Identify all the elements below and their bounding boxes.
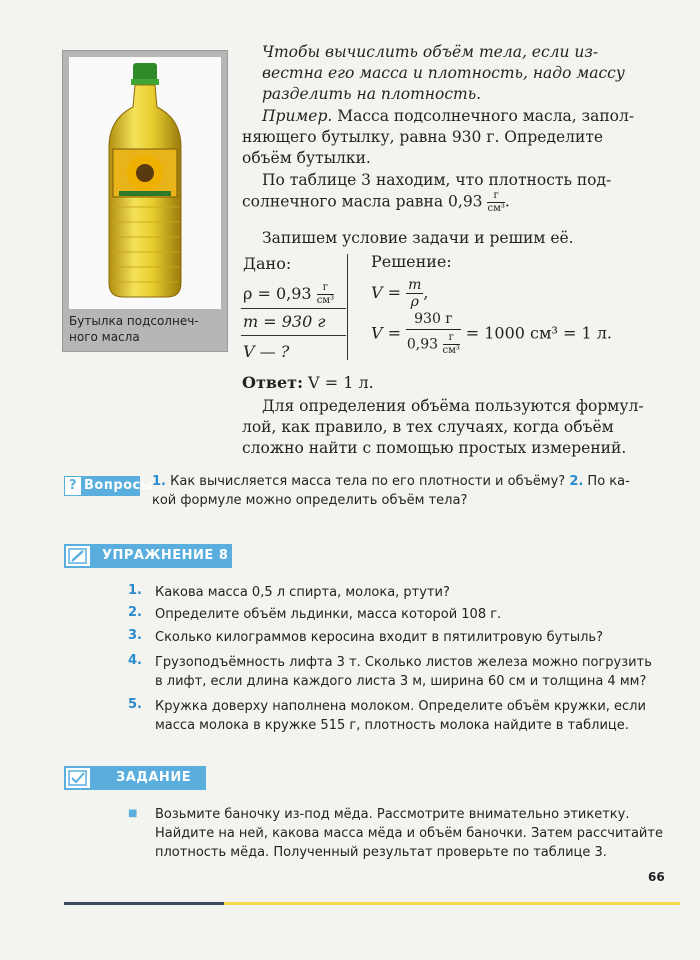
question-number: 1. [152, 474, 166, 489]
example-line: Масса подсолнечного масла, запол- [332, 107, 635, 125]
exercise-item-line: в лифт, если длина каждого листа 3 м, ширина 60 см и толщина 4 мм? [155, 674, 647, 689]
task-line: плотность мёда. Полученный результат проверьте по таблице 3. [155, 845, 607, 860]
task-text [155, 805, 685, 862]
exercise-number: 1. [128, 583, 142, 598]
questions-text [152, 472, 682, 510]
exercise-item-line: Кружка доверху наполнена молоком. Определите объём кружки, если [155, 699, 646, 714]
exercise-item-line: Грузоподъёмность лифта 3 т. Сколько листов железа можно погрузить [155, 655, 652, 670]
calc-den-unit-den: см³ [442, 345, 460, 356]
given-divider [241, 308, 346, 309]
exercise-number: 2. [128, 605, 142, 620]
formula-comma: , [423, 283, 429, 302]
given-title: Дано: [243, 254, 292, 273]
task-line: Возьмите баночку из-под мёда. Рассмотрите внимательно этикетку. [155, 807, 630, 822]
calc-den-unit-num: г [443, 333, 460, 345]
calc-num: 930 г [406, 312, 461, 330]
conclusion-line: сложно найти с помощью простых измерений. [242, 439, 627, 457]
example-line: объём бутылки. [242, 149, 371, 167]
pencil-icon [66, 546, 90, 566]
footer-bar-dark [64, 902, 224, 905]
photo-caption-line: Бутылка подсолнеч- [69, 314, 199, 328]
solution-title: Решение: [371, 252, 452, 271]
exercise-number: 3. [128, 628, 142, 643]
answer-label: Ответ: [242, 373, 303, 392]
exercise-tag-label: УПРАЖНЕНИЕ 8 [102, 548, 229, 563]
given-find: V — ? [243, 342, 290, 361]
given-mass: m = 930 г [243, 312, 326, 331]
exercise-item-line: масса молока в кружке 515 г, плотность молока найдите в таблице. [155, 718, 629, 733]
table-reference-paragraph [242, 170, 682, 214]
calc-fraction [406, 312, 461, 356]
calc-den [406, 330, 461, 356]
page-number: 66 [648, 870, 665, 884]
exercise-item-line: Сколько килограммов керосина входит в пятилитровую бутыль? [155, 630, 603, 645]
period: . [504, 192, 510, 211]
photo-frame [62, 50, 228, 352]
formula-num: m [408, 277, 422, 293]
calc-den-unit [443, 333, 460, 356]
given-density-value: ρ = 0,93 [243, 284, 312, 303]
sunflower-oil-bottle-image [69, 57, 221, 309]
exercise-number: 5. [128, 697, 142, 712]
rule-line: вестна его масса и плотность, надо массу [262, 64, 625, 82]
exercise-item [155, 697, 685, 735]
task-line: Найдите на ней, какова масса мёда и объём баночки. Затем рассчитайте [155, 826, 663, 841]
question-number: 2. [569, 474, 584, 489]
calc-result: = 1000 см³ = 1 л. [465, 323, 612, 343]
example-label: Пример. [262, 107, 333, 125]
exercise-item-line: Какова масса 0,5 л спирта, молока, ртути? [155, 585, 450, 600]
photo-caption-line: ного масла [69, 330, 140, 344]
exercise-item [155, 653, 685, 691]
questions-tag [64, 476, 154, 496]
exercise-tag [64, 544, 232, 568]
question-text: По ка- [583, 474, 630, 489]
given-density-unit [317, 283, 334, 306]
example-line: няющего бутылку, равна 930 г. Определите [242, 128, 604, 146]
question-text: Как вычисляется масса тела по его плотности и объёму? [165, 474, 570, 489]
density-unit-den: см³ [487, 203, 505, 214]
given-density-unit-num: г [317, 283, 334, 295]
density-unit-fraction [487, 191, 504, 214]
exercise-number: 4. [128, 653, 142, 668]
given-solution-separator [347, 254, 348, 360]
given-divider [241, 335, 346, 336]
write-condition: Запишем условие задачи и решим её. [262, 229, 574, 247]
task-tag-label: ЗАДАНИЕ [116, 770, 192, 785]
density-unit-num: г [487, 191, 504, 203]
solution-formula [371, 278, 429, 309]
exercise-item [155, 628, 685, 647]
conclusion-line: Для определения объёма пользуются формул- [262, 397, 644, 415]
given-density-unit-den: см³ [316, 295, 335, 306]
bottle-photo [69, 57, 221, 309]
questions-tag-label: Вопросы [84, 478, 154, 493]
conclusion-line: лой, как правило, в тех случаях, когда объём [242, 418, 614, 436]
task-tag [64, 766, 206, 790]
table-ref-line: По таблице 3 находим, что плотность под- [262, 171, 612, 189]
bullet-icon: ■ [128, 808, 138, 819]
calc-left: V = [371, 323, 402, 343]
calc-den-value: 0,93 [406, 336, 439, 353]
exercise-item-line: Определите объём льдинки, масса которой 108 г. [155, 607, 502, 622]
question-text: кой формуле можно определить объём тела? [152, 493, 468, 508]
answer-value: V = 1 л. [302, 373, 374, 392]
given-density [243, 283, 334, 306]
solution-calculation [371, 312, 612, 356]
formula-fraction [406, 278, 423, 309]
rule-line: Чтобы вычислить объём тела, если из- [262, 43, 599, 61]
rule-text [262, 42, 682, 105]
question-mark-icon: ? [65, 477, 81, 495]
exercise-item [155, 605, 685, 624]
exercise-item [155, 583, 685, 602]
conclusion-paragraph [242, 396, 682, 459]
photo-caption [69, 313, 221, 345]
table-ref-line: солнечного масла равна 0,93 [242, 192, 483, 211]
example-paragraph [242, 106, 682, 169]
formula-den: ρ [410, 294, 419, 310]
task-icon [66, 768, 90, 788]
answer [242, 373, 374, 392]
solution-formula-left: V = [371, 283, 402, 302]
rule-line: разделить на плотность. [262, 85, 482, 103]
footer-bar-yellow [224, 902, 680, 905]
